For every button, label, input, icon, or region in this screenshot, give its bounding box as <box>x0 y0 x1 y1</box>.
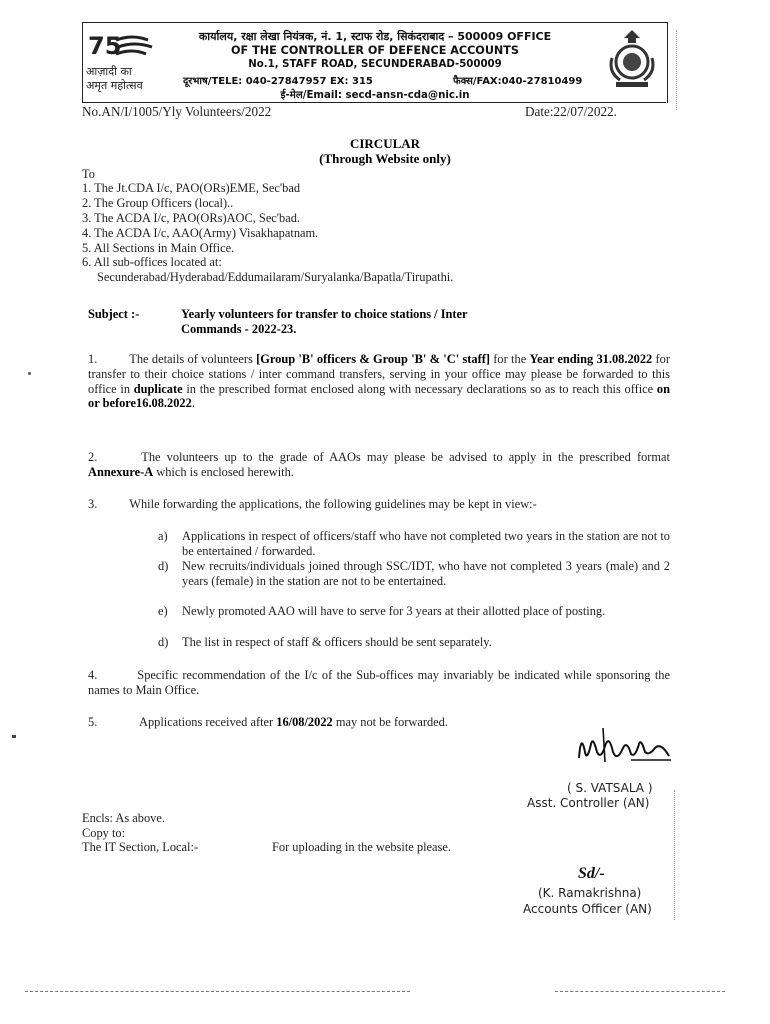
signatory-2-designation: Accounts Officer (AN) <box>523 902 652 916</box>
to-item: 3. The ACDA I/c, PAO(ORs)AOC, Sec'bad. <box>82 211 301 225</box>
to-item: 6. All sub-offices located at: <box>82 255 222 269</box>
copy-to-note: For uploading in the website please. <box>272 840 451 854</box>
guideline-item: a) Applications in respect of officers/staff who have not completed two years in the station are not to be entertained / forwarded. <box>158 529 670 558</box>
copy-to-addressee: The IT Section, Local:- <box>82 840 199 854</box>
to-item: 5. All Sections in Main Office. <box>82 241 235 255</box>
paragraph-5-number: 5. <box>88 715 98 729</box>
paragraph-1-number: 1. <box>88 352 98 366</box>
handwritten-signature <box>575 722 675 770</box>
letterhead-box <box>82 22 668 103</box>
logo-number: 75 <box>88 32 122 60</box>
scan-speck <box>12 735 16 738</box>
reference-number: No.AN/I/1005/Yly Volunteers/2022 <box>82 104 272 119</box>
to-item: 2. The Group Officers (local).. <box>82 196 234 210</box>
copy-to-label: Copy to: <box>82 826 126 840</box>
defence-emblem-icon <box>606 28 658 92</box>
paragraph-2: 2. The volunteers up to the grade of AAOs may please be advised to apply in the prescribed format Annexure-A which is enclosed herewith. <box>88 450 670 479</box>
paragraph-5: Applications received after 16/08/2022 may not be forwarded. <box>139 715 448 729</box>
paragraph-4: 4. Specific recommendation of the I/c of the Sub-offices may invariably be indicated while sponsoring the names to Main Office. <box>88 668 670 697</box>
to-item-locations: Secunderabad/Hyderabad/Eddumailaram/Suryalanka/Bapatla/Tirupathi. <box>97 270 454 284</box>
signatory-2-name: (K. Ramakrishna) <box>538 886 642 900</box>
scan-speck <box>28 372 31 375</box>
guideline-item: d) New recruits/individuals joined through SSC/IDT, who have not completed 3 years (male) and 2 years (female) in the station are not to be entertained. <box>158 559 670 588</box>
azadi-ka-amrit-mahotsav-logo <box>86 30 166 96</box>
letterhead-rule <box>82 102 666 103</box>
circular-title: CIRCULAR <box>349 136 421 151</box>
guideline-item: e) Newly promoted AAO will have to serve for 3 years at their allotted place of posting. <box>158 604 606 618</box>
letterhead-fax: फैक्स/FAX:040-27810499 <box>453 76 583 87</box>
scan-edge-line <box>555 991 725 992</box>
circular-date: Date:22/07/2022. <box>525 104 617 119</box>
logo-text-line2: अमृत महोत्सव <box>86 79 143 92</box>
paragraph-3: 3. While forwarding the applications, the following guidelines may be kept in view:- <box>88 497 537 511</box>
paragraph-4-number: 4. <box>88 668 98 682</box>
signed-mark: Sd/- <box>578 865 605 882</box>
logo-text-line1: आज़ादी का <box>86 65 132 78</box>
guideline-item: d) The list in respect of staff & officers should be sent separately. <box>158 635 492 649</box>
paragraph-3-number: 3. <box>88 497 98 511</box>
scan-edge-dots <box>674 790 675 920</box>
to-item: 4. The ACDA I/c, AAO(Army) Visakhapatnam. <box>82 226 319 240</box>
signatory-1-name: ( S. VATSALA ) <box>567 781 653 795</box>
signatory-1-designation: Asst. Controller (AN) <box>527 796 650 810</box>
letterhead-line-hindi: कार्यालय, रक्षा लेखा नियंत्रक, नं. 1, स्टाफ रोड, सिकंदराबाद – 500009 OFFICE <box>198 30 552 43</box>
scan-edge-dots <box>676 30 677 110</box>
letterhead-address: No.1, STAFF ROAD, SECUNDERABAD-500009 <box>248 59 502 70</box>
enclosures: Encls: As above. <box>82 811 165 825</box>
letterhead-office-name: OF THE CONTROLLER OF DEFENCE ACCOUNTS <box>231 44 519 57</box>
letterhead-email: ई-मेल/Email: secd-ansn-cda@nic.in <box>280 90 470 101</box>
paragraph-1: 1. The details of volunteers [Group 'B' officers & Group 'B' & 'C' staff] for the Year ending 31.08.2022 for transfer to their choice stations / inter command transfers, serving in your office may please be forwarded to this office in duplicate in the prescribed format enclosed along with necessary declarations so as to reach this office on or before16.08.2022. <box>88 352 670 411</box>
letterhead-tele: दूरभाष/TELE: 040-27847957 EX: 315 <box>183 76 373 87</box>
circular-subtitle: (Through Website only) <box>319 151 451 166</box>
subject-line1: Yearly volunteers for transfer to choice stations / Inter <box>181 307 468 321</box>
subject-line2: Commands - 2022-23. <box>181 322 297 336</box>
subject-label: Subject :- <box>88 307 140 321</box>
to-item: 1. The Jt.CDA I/c, PAO(ORs)EME, Sec'bad <box>82 181 301 195</box>
scan-edge-line <box>25 991 410 992</box>
to-label: To <box>82 167 95 181</box>
paragraph-2-number: 2. <box>88 450 98 464</box>
